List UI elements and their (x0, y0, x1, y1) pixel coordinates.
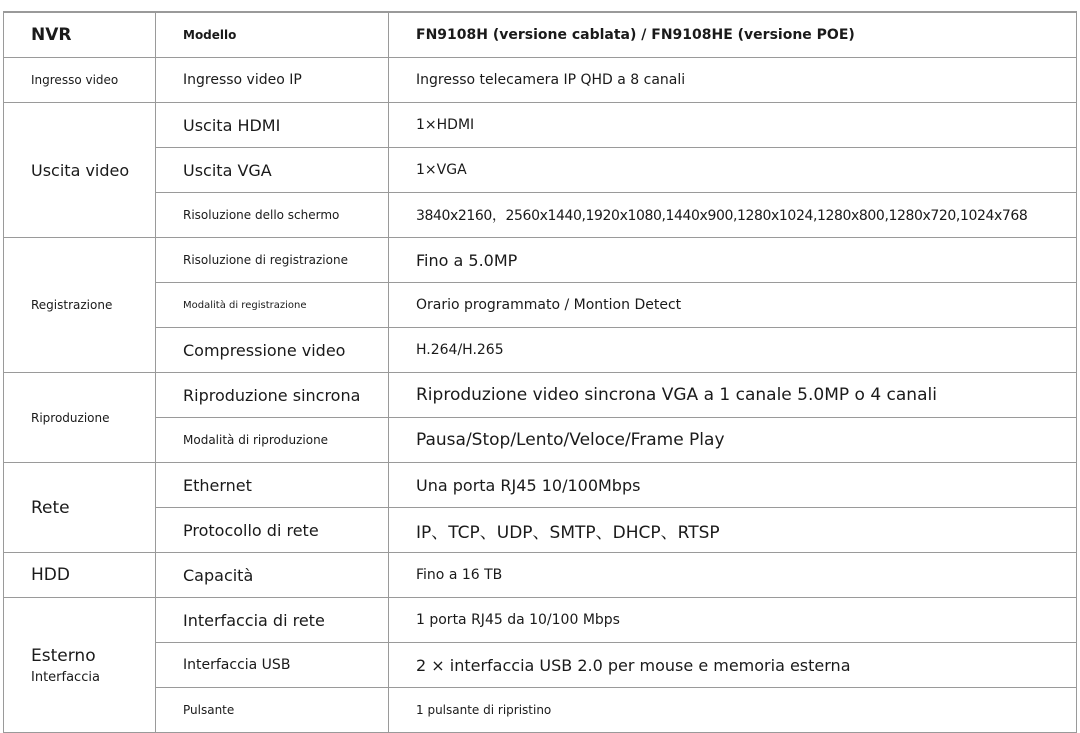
group-esterno (4, 598, 156, 733)
table-row (4, 463, 1077, 508)
table-row (4, 643, 1077, 688)
header-value: FN9108H (versione cablata) / FN9108HE (versione POE) (389, 12, 1077, 58)
table-row (4, 238, 1077, 283)
row-label: Riproduzione sincrona (156, 373, 389, 418)
row-label: Pulsante (156, 688, 389, 733)
row-value: 1 porta RJ45 da 10/100 Mbps (389, 598, 1077, 643)
group-riproduzione: Riproduzione (4, 373, 156, 463)
header-category: NVR (4, 12, 156, 58)
row-value: 3840x2160，2560x1440,1920x1080,1440x900,1280x1024,1280x800,1280x720,1024x768 (389, 193, 1077, 238)
table-row (4, 373, 1077, 418)
row-label: Compressione video (156, 328, 389, 373)
row-label: Risoluzione dello schermo (156, 193, 389, 238)
table-row (4, 508, 1077, 553)
row-label: Modalità di registrazione (156, 283, 389, 328)
row-label: Modalità di riproduzione (156, 418, 389, 463)
table-row (4, 58, 1077, 103)
row-label: Uscita HDMI (156, 103, 389, 148)
table-row (4, 598, 1077, 643)
row-value: Pausa/Stop/Lento/Veloce/Frame Play (389, 418, 1077, 463)
row-value: Fino a 5.0MP (389, 238, 1077, 283)
row-label: Risoluzione di registrazione (156, 238, 389, 283)
row-label: Interfaccia USB (156, 643, 389, 688)
table-row (4, 283, 1077, 328)
group-esterno-subtitle: Interfaccia (31, 669, 100, 685)
header-label: Modello (156, 12, 389, 58)
group-ingresso-video: Ingresso video (4, 58, 156, 103)
row-value: Fino a 16 TB (389, 553, 1077, 598)
row-label: Ethernet (156, 463, 389, 508)
row-label: Ingresso video IP (156, 58, 389, 103)
group-hdd: HDD (4, 553, 156, 598)
table-row (4, 553, 1077, 598)
table-row (4, 193, 1077, 238)
row-value: Orario programmato / Montion Detect (389, 283, 1077, 328)
table-row (4, 688, 1077, 733)
row-label: Uscita VGA (156, 148, 389, 193)
row-value: 1×HDMI (389, 103, 1077, 148)
table-row (4, 328, 1077, 373)
row-value: H.264/H.265 (389, 328, 1077, 373)
row-value: Riproduzione video sincrona VGA a 1 canale 5.0MP o 4 canali (389, 373, 1077, 418)
row-value: IP、TCP、UDP、SMTP、DHCP、RTSP (389, 508, 1077, 553)
row-label: Protocollo di rete (156, 508, 389, 553)
table-row (4, 103, 1077, 148)
group-registrazione: Registrazione (4, 238, 156, 373)
row-value: Una porta RJ45 10/100Mbps (389, 463, 1077, 508)
spec-table (3, 11, 1077, 733)
group-rete: Rete (4, 463, 156, 553)
row-label: Capacità (156, 553, 389, 598)
header-row (4, 12, 1077, 58)
group-esterno-title: Esterno (31, 645, 96, 666)
table-row (4, 148, 1077, 193)
row-value: 1×VGA (389, 148, 1077, 193)
row-label: Interfaccia di rete (156, 598, 389, 643)
table-row (4, 418, 1077, 463)
group-uscita-video: Uscita video (4, 103, 156, 238)
row-value: Ingresso telecamera IP QHD a 8 canali (389, 58, 1077, 103)
row-value: 1 pulsante di ripristino (389, 688, 1077, 733)
row-value: 2 × interfaccia USB 2.0 per mouse e memoria esterna (389, 643, 1077, 688)
